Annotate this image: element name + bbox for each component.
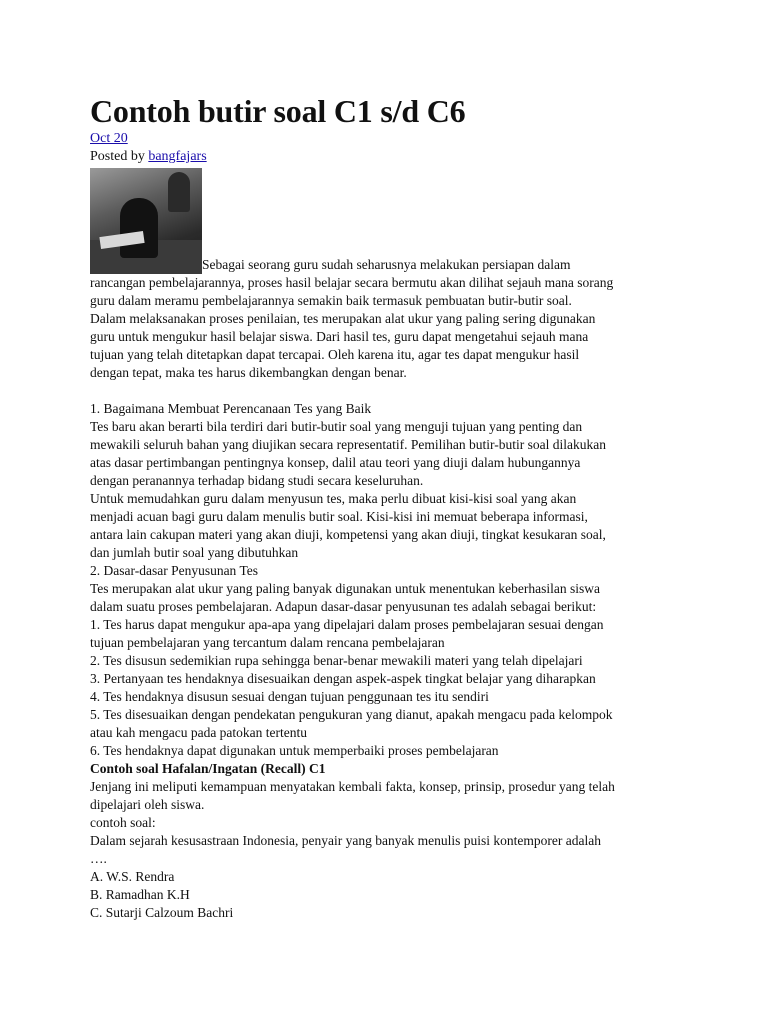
article bbox=[90, 92, 690, 922]
posted-by-line bbox=[90, 148, 690, 166]
post-date-line bbox=[90, 130, 690, 148]
author-link[interactable]: bangfajars bbox=[148, 149, 207, 164]
c1-content: Jenjang ini meliputi kemampuan menyatakan kembali fakta, konsep, prinsip, prosedur yang telah dipelajari oleh siswa. contoh soal: Dalam sejarah kesusastraan Indonesia, penyair yang banyak menulis puisi kontemporer adalah …. A. W.S. Rendra B. Ramadhan K.H C. Sutarji Calzoum Bachri bbox=[90, 779, 615, 920]
posted-by-label: Posted by bbox=[90, 149, 149, 164]
c1-heading: Contoh soal Hafalan/Ingatan (Recall) C1 bbox=[90, 761, 326, 776]
intro-paragraph: rancangan pembelajarannya, proses hasil belajar secara bermutu akan dilihat sejauh mana sorang guru dalam meramu pembelajarannya semakin baik termasuk pembuatan butir-butir soal. Dalam melaksanakan proses penilaian, tes merupakan alat ukur yang paling sering digunakan guru untuk mengukur hasil belajar siswa. Dari hasil tes, guru dapat mengetahui sejauh mana tujuan yang telah ditetapkan dapat tercapai. Oleh karena itu, agar tes dapat mengukur hasil dengan tepat, maka tes harus dikembangkan dengan benar. bbox=[90, 275, 614, 380]
article-title: Contoh butir soal C1 s/d C6 bbox=[90, 93, 466, 129]
post-date-link[interactable]: Oct 20 bbox=[90, 131, 128, 146]
section-planning-and-basics: 1. Bagaimana Membuat Perencanaan Tes yang Baik Tes baru akan berarti bila terdiri dari butir-butir soal yang menguji tujuan yang penting dan mewakili seluruh bahan yang diujikan secara representatif. Pemilihan butir-butir soal dilakukan atas dasar pertimbangan pentingnya konsep, dalil atau teori yang diuji dalam hubungannya dengan peranannya terhadap bidang studi secara keseluruhan. Untuk memudahkan guru dalam menyusun tes, maka perlu dibuat kisi-kisi soal yang akan menjadi acuan bagi guru dalam menulis butir soal. Kisi-kisi ini memuat beberapa informasi, antara lain cakupan materi yang akan diuji, kompetensi yang akan diuji, tingkat kesukaran soal, dan jumlah butir soal yang dibutuhkan 2. Dasar-dasar Penyusunan Tes Tes merupakan alat ukur yang paling banyak digunakan untuk menentukan keberhasilan siswa dalam suatu proses pembelajaran. Adapun dasar-dasar penyusunan tes adalah sebagai berikut: 1. Tes harus dapat mengukur apa-apa yang dipelajari dalam proses pembelajaran sesuai dengan tujuan pembelajaran yang tercantum dalam rencana pembelajaran 2. Tes disusun sedemikian rupa sehingga benar-benar mewakili materi yang telah dipelajari 3. Pertanyaan tes hendaknya disesuaikan dengan aspek-aspek tingkat belajar yang diharapkan 4. Tes hendaknya disusun sesuai dengan tujuan penggunaan tes itu sendiri 5. Tes disesuaikan dengan pendekatan pengukuran yang dianut, apakah mengacu pada kelompok atau kah mengacu pada patokan tertentu 6. Tes hendaknya dapat digunakan untuk memperbaiki proses pembelajaran bbox=[90, 401, 613, 758]
intro-first-line: Sebagai seorang guru sudah seharusnya melakukan persiapan dalam bbox=[202, 257, 571, 272]
intro-paragraph-first-line bbox=[90, 168, 690, 274]
classroom-photo bbox=[90, 168, 202, 274]
